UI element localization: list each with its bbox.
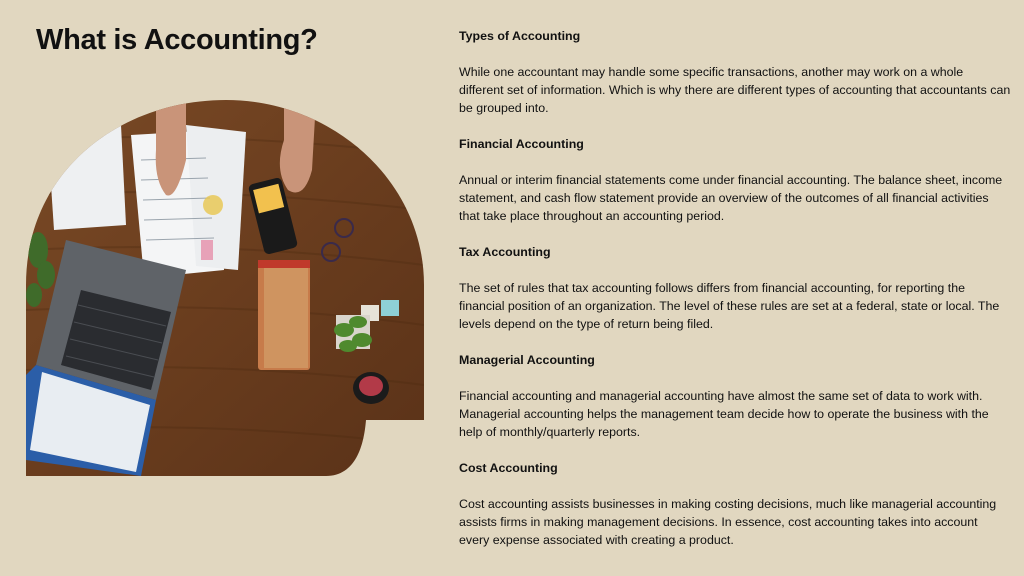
desk-accounting-photo [26, 100, 424, 476]
section-body: The set of rules that tax accounting follows differs from financial accounting, for reporting the financial position of an organization. The level of these rules are set at a federal, state or local. The levels depend on the type of return being filed. [459, 281, 1000, 331]
page-title: What is Accounting? [36, 24, 318, 56]
section-body: Financial accounting and managerial accounting have almost the same set of data to work with. Managerial accounting helps the management team decide how to operate the business with the help of monthly/quarterly reports. [459, 389, 989, 439]
section-body: Annual or interim financial statements come under financial accounting. The balance sheet, income statement, and cash flow statement provide an overview of the outcomes of all financial activities that take place throughout an accounting period. [459, 173, 1003, 223]
section-heading: Financial Accounting [459, 137, 584, 151]
section-body: While one accountant may handle some specific transactions, another may work on a whole different set of information. Which is why there are different types of accounting that accountants can be grouped into. [459, 65, 1011, 115]
section-body: Cost accounting assists businesses in making costing decisions, much like managerial accounting assists firms in making management decisions. In essence, cost accounting takes into account every expense associated with creating a product. [459, 497, 997, 547]
section-heading: Tax Accounting [459, 245, 551, 259]
section-heading: Cost Accounting [459, 461, 558, 475]
accounting-types-text [459, 27, 1011, 567]
section-heading: Managerial Accounting [459, 353, 595, 367]
section-heading: Types of Accounting [459, 29, 581, 43]
